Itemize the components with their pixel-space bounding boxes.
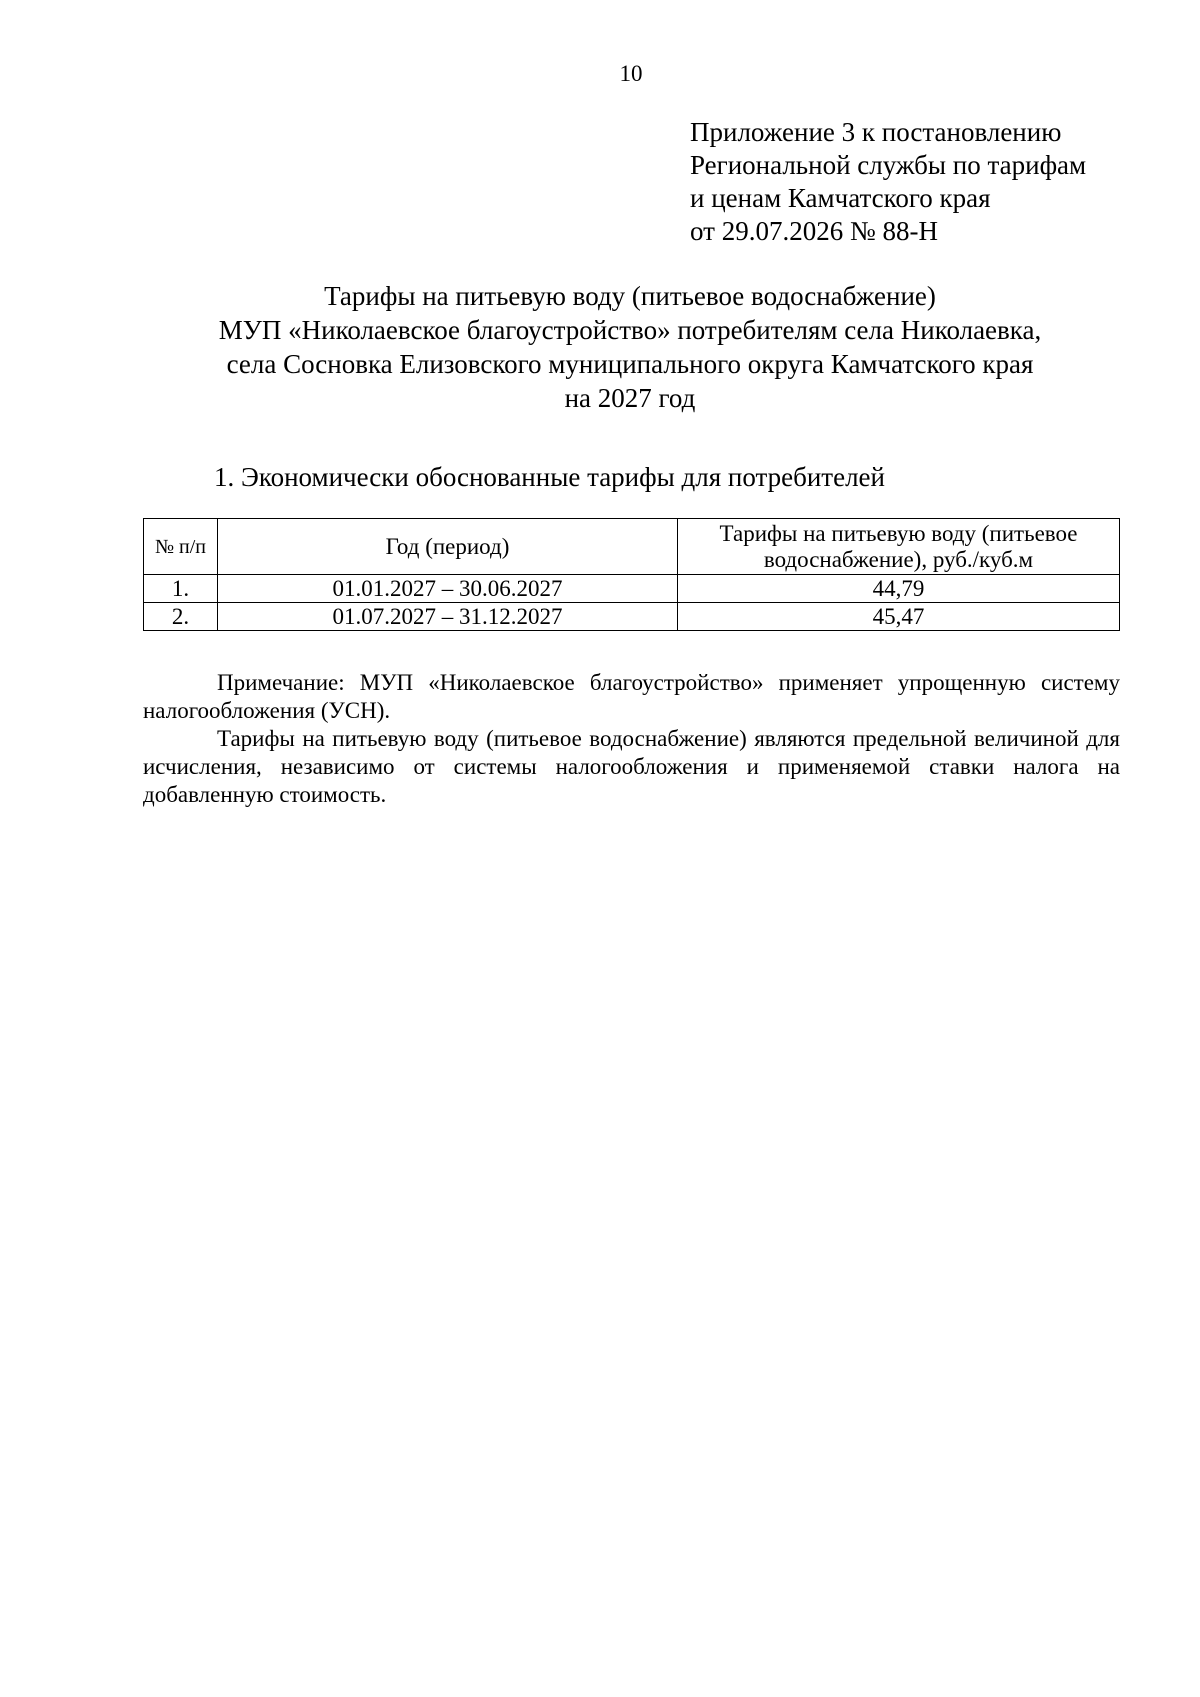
section-heading: 1. Экономически обоснованные тарифы для потребителей — [214, 462, 885, 492]
header-tariff: Тарифы на питьевую воду (питьевое водоснабжение), руб./куб.м — [678, 519, 1120, 575]
row-number: 1. — [144, 575, 218, 603]
row-tariff: 45,47 — [678, 603, 1120, 631]
title-line: МУП «Николаевское благоустройство» потребителям села Николаевка, — [218, 315, 1042, 345]
appendix-block — [690, 116, 1086, 248]
row-period: 01.01.2027 – 30.06.2027 — [218, 575, 678, 603]
header-period: Год (период) — [218, 519, 678, 575]
row-tariff: 44,79 — [678, 575, 1120, 603]
title-line: Тарифы на питьевую воду (питьевое водоснабжение) — [324, 281, 936, 311]
header-number: № п/п — [144, 519, 218, 575]
page-number: 10 — [619, 61, 643, 86]
notes-block — [143, 669, 1120, 809]
title-line: на 2027 год — [564, 383, 696, 413]
tariffs-table — [143, 518, 1120, 631]
appendix-line: Приложение 3 к постановлению — [690, 117, 1062, 147]
document-title — [143, 279, 1117, 415]
title-line: села Сосновка Елизовского муниципального округа Камчатского края — [226, 349, 1034, 379]
table-row — [144, 575, 1120, 603]
note-paragraph: Примечание: МУП «Николаевское благоустройство» применяет упрощенную систему налогообложения (УСН). — [143, 670, 1120, 723]
table-header-row — [144, 519, 1120, 575]
appendix-line: и ценам Камчатского края — [690, 183, 991, 213]
appendix-line: от 29.07.2026 № 88-Н — [690, 216, 938, 246]
table-row — [144, 603, 1120, 631]
row-number: 2. — [144, 603, 218, 631]
row-period: 01.07.2027 – 31.12.2027 — [218, 603, 678, 631]
appendix-line: Региональной службы по тарифам — [690, 150, 1087, 180]
note-paragraph: Тарифы на питьевую воду (питьевое водоснабжение) являются предельной величиной для исчисления, независимо от системы налогообложения и применяемой ставки налога на добавленную стоимость. — [143, 726, 1120, 807]
